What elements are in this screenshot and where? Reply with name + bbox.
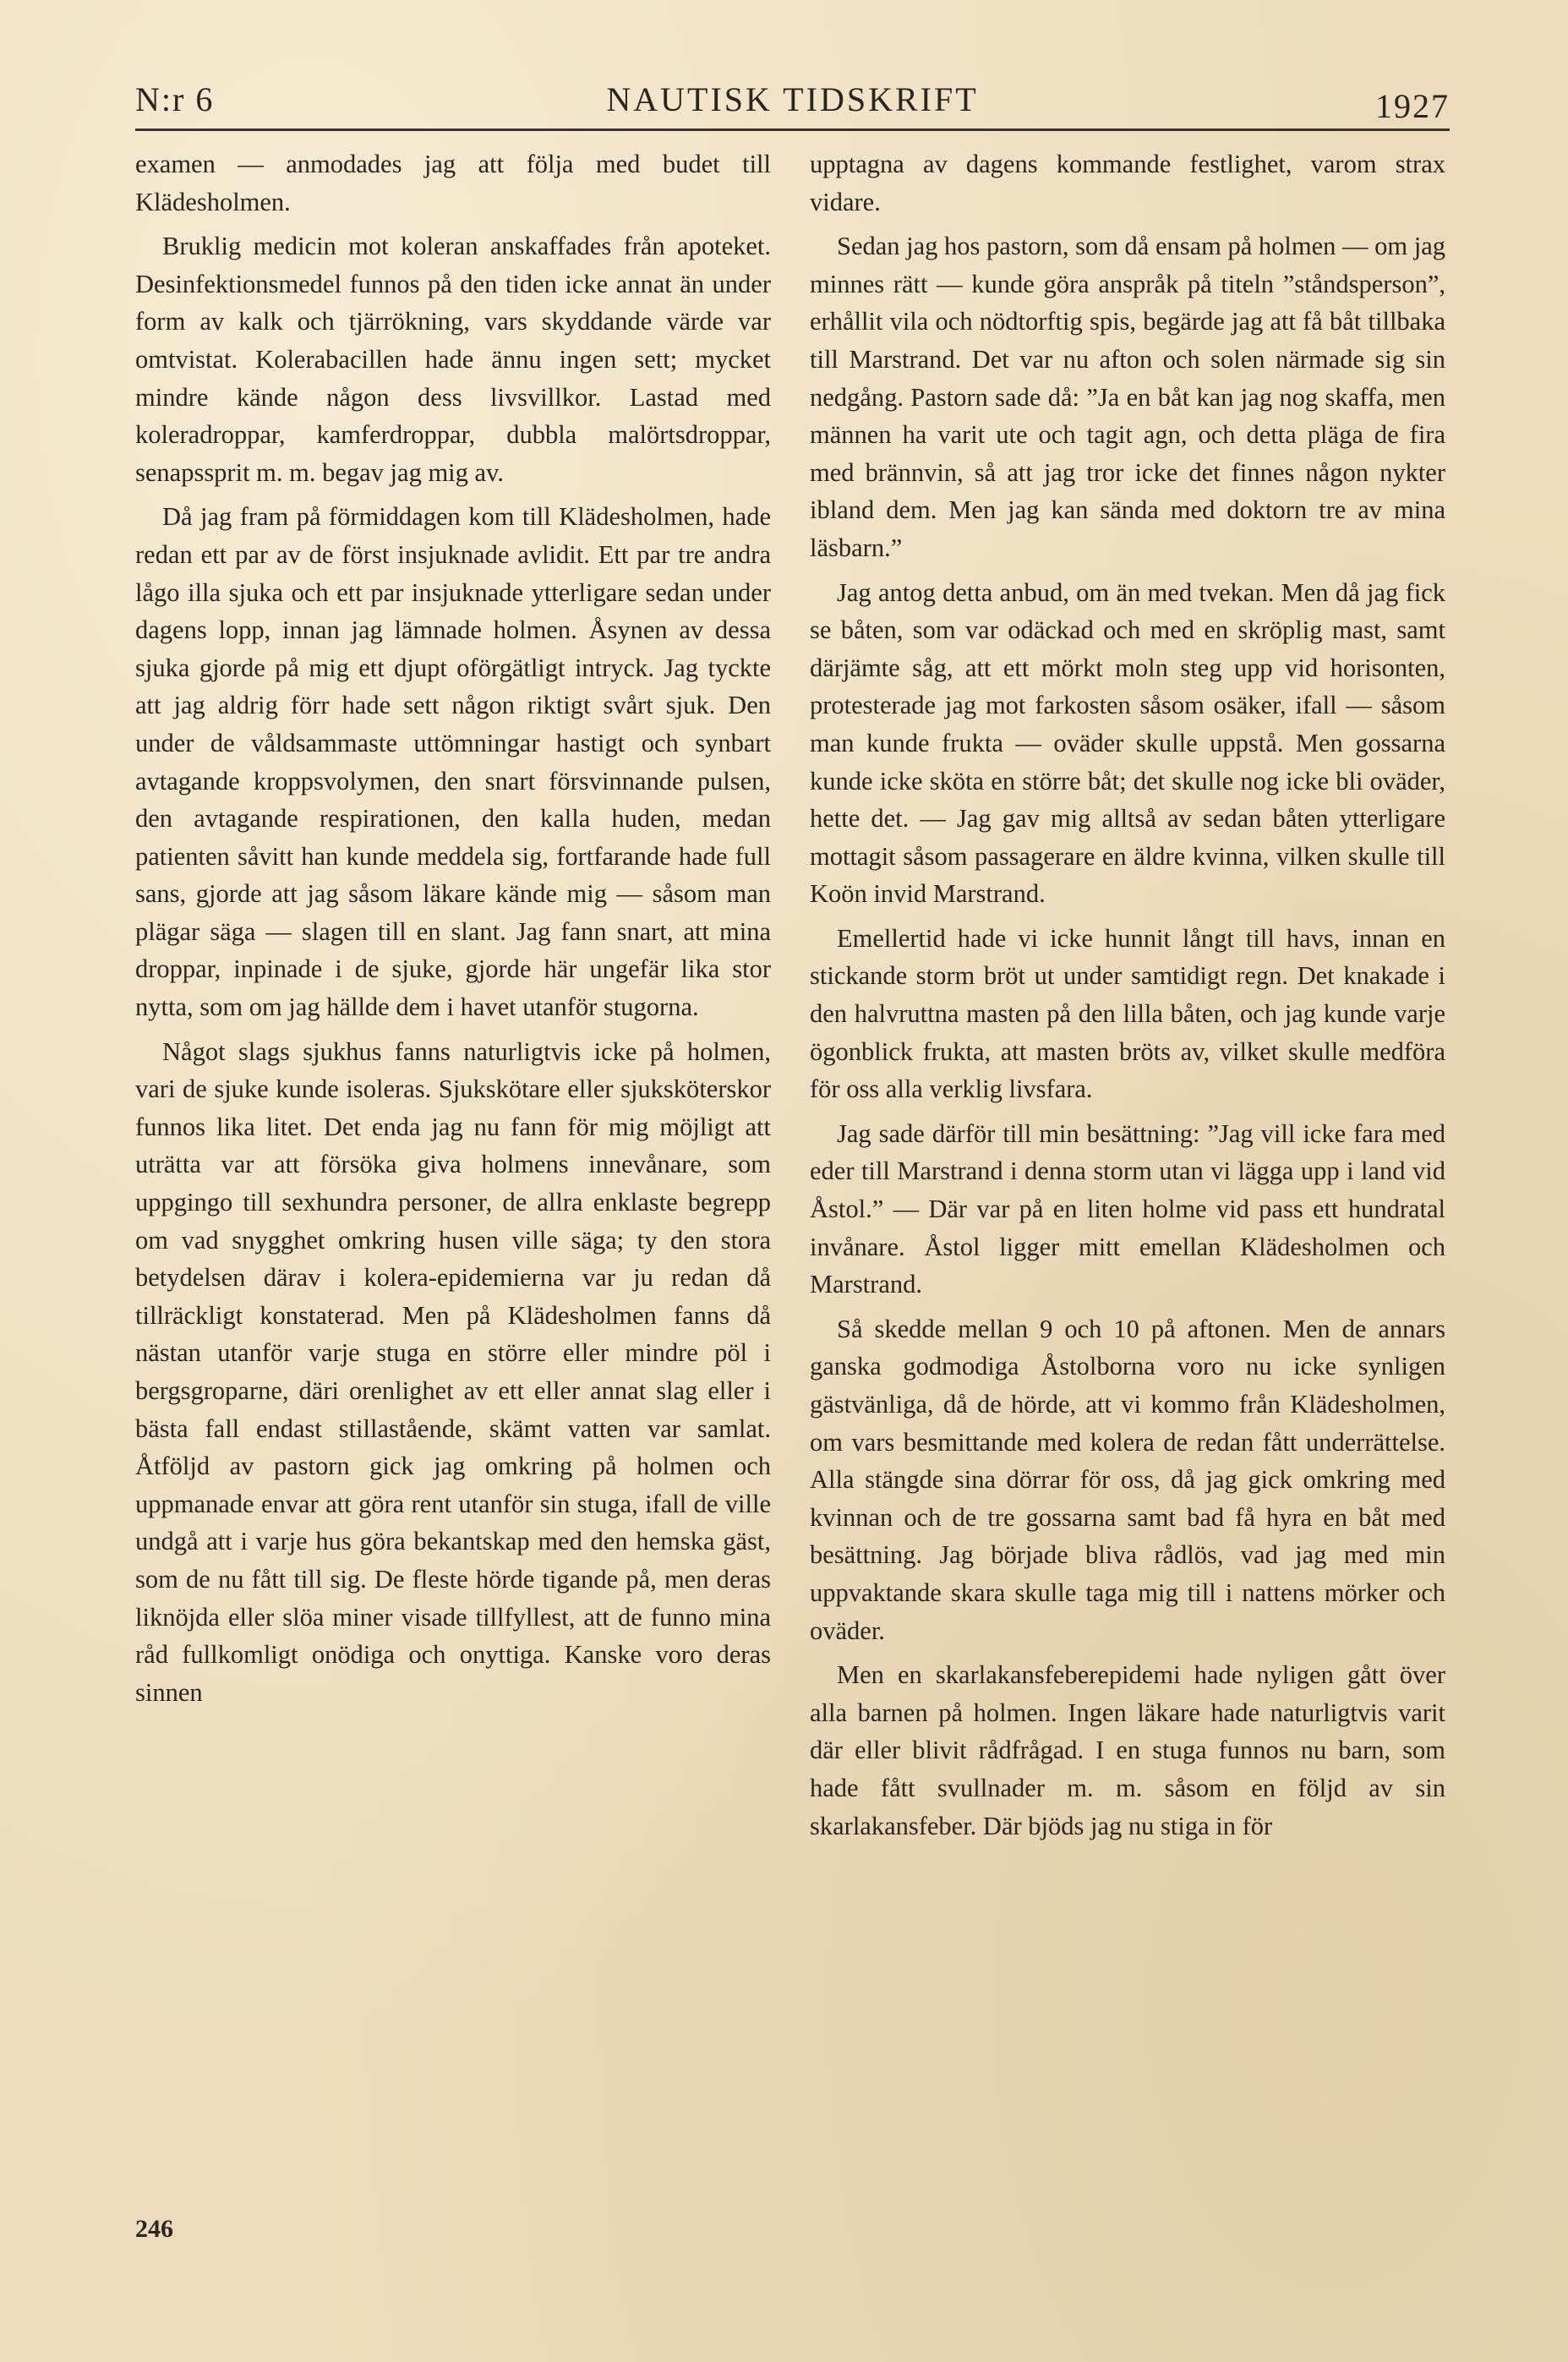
paragraph: Emellertid hade vi icke hunnit långt till havs, innan en stickande storm bröt ut under samtidigt regn. Det knakade i den halvruttna masten på den lilla båten, och jag kunde varje ögonblick frukta, att masten bröts av, vilket skulle medföra för oss alla verklig livsfara.: [810, 923, 1445, 1104]
running-header: [135, 74, 1450, 131]
paragraph: Men en skarlakansfeberepidemi hade nyligen gått över alla barnen på holmen. Ingen läkare hade naturligtvis varit där eller blivit rådfrågad. I en stuga funnos nu barn, som hade fått svullnader m. m. såsom en följd av sin skarlakansfeber. Där bjöds jag nu stiga in för: [810, 1660, 1445, 1840]
journal-title: NAUTISK TIDSKRIFT: [606, 80, 979, 118]
page-number: 246: [135, 2215, 173, 2243]
issue-number: N:r 6: [135, 80, 215, 118]
paragraph: Jag antog detta anbud, om än med tvekan. Men då jag fick se båten, som var odäckad och med en skröplig mast, samt därjämte såg, att ett mörkt moln steg upp vid horisonten, protesterade jag mot farkosten såsom osäker, ifall — såsom man kunde frukta — oväder skulle uppstå. Men gossarna kunde icke sköta en större båt; det skulle nog icke bli oväder, hette det. — Jag gav mig alltså av sedan båten ytterligare mottagit såsom passagerare en äldre kvinna, vilken skulle till Koön invid Marstrand.: [810, 577, 1445, 909]
paragraph: Jag sade därför till min besättning: ”Jag vill icke fara med eder till Marstrand i denna storm utan vi lägga upp i land vid Åstol.” — Där var på en liten holme vid pass ett hundratal invånare. Åstol ligger mitt emellan Klädesholmen och Marstrand.: [810, 1118, 1445, 1299]
year: 1927: [1375, 87, 1450, 125]
paragraph: Då jag fram på förmiddagen kom till Klädesholmen, hade redan ett par av de först insjuknade avlidit. Ett par tre andra lågo illa sjuka och ett par insjuknade ytterligare sedan under dagens lopp, innan jag lämnade holmen. Åsynen av dessa sjuka gjorde på mig ett djupt oförgätligt intryck. Jag tyckte att jag aldrig förr hade sett någon riktigt svårt sjuk. Den under de våldsammaste uttömningar hastigt och synbart avtagande kroppsvolymen, den snart försvinnande pulsen, den avtagande respirationen, den kalla huden, medan patienten såvitt han kunde meddela sig, fortfarande hade full sans, gjorde att jag såsom läkare kände mig — såsom man plägar säga — slagen till en slant. Jag fann snart, att mina droppar, inpinade i de sjuke, gjorde här ungefär lika stor nytta, som om jag hällde dem i havet utanför stugorna.: [135, 502, 771, 1022]
paragraph: Bruklig medicin mot koleran anskaffades från apoteket. Desinfektionsmedel funnos på den tiden icke annat än under form av kalk och tjärrökning, vars skyddande värde var omtvistat. Kolerabacillen hade ännu ingen sett; mycket mindre kände någon dess livsvillkor. Lastad med koleradroppar, kamferdroppar, dubbla malörtsdroppar, senapssprit m. m. begav jag mig av.: [135, 232, 771, 487]
paragraph: upptagna av dagens kommande festlighet, varom strax vidare.: [810, 150, 1445, 216]
paragraph: Så skedde mellan 9 och 10 på aftonen. Men de annars ganska godmodiga Åstolborna voro nu icke synligen gästvänliga, då de hörde, att vi kommo från Klädesholmen, om vars besmittande med kolera de redan fått underrättelse. Alla stängde sina dörrar för oss, då jag gick omkring med kvinnan och de tre gossarna samt bad få hyra en båt med besättning. Jag började bliva rådlös, vad jag med min uppvaktande skara skulle taga mig till i nattens mörker och oväder.: [810, 1314, 1445, 1645]
left-column: [135, 145, 771, 1718]
right-column: [810, 145, 1445, 1851]
paragraph: examen — anmodades jag att följa med budet till Klädesholmen.: [135, 150, 771, 216]
paragraph: Något slags sjukhus fanns naturligtvis icke på holmen, vari de sjuke kunde isoleras. Sjukskötare eller sjuksköterskor funnos lika litet. Det enda jag nu fann för mig möjligt att uträtta var att försöka giva holmens innevånare, som uppgingo till sexhundra personer, de allra enklaste begrepp om vad snygghet omkring husen ville säga; ty den stora betydelsen därav i kolera-epidemierna var ju redan då tillräckligt konstaterad. Men på Klädesholmen fanns då nästan utanför varje stuga en större eller mindre pöl i bergsgroparne, däri orenlighet av ett eller annat slag eller i bästa fall endast stillastående, skämt vatten var samlat. Åtföljd av pastorn gick jag omkring på holmen och uppmanade envar att göra rent utanför sin stuga, ifall de ville undgå att i varje hus göra bekantskap med den hemska gäst, som de nu fått till sig. De fleste hörde tigande på, men deras liknöjda eller slöa miner visade tillfyllest, att de funno mina råd fullkomligt onödiga och onyttiga. Kanske voro deras sinnen: [135, 1036, 771, 1707]
paragraph: Sedan jag hos pastorn, som då ensam på holmen — om jag minnes rätt — kunde göra anspråk på titeln ”ståndsperson”, erhållit vila och nödtorftig spis, begärde jag att få båt tillbaka till Marstrand. Det var nu afton och solen närmade sig sin nedgång. Pastorn sade då: ”Ja en båt kan jag nog skaffa, men männen ha varit ute och tagit agn, och detta pläga de fira med brännvin, så att jag tror icke det finnes någon nykter ibland dem. Men jag kan sända med doktorn tre av mina läsbarn.”: [810, 232, 1446, 562]
